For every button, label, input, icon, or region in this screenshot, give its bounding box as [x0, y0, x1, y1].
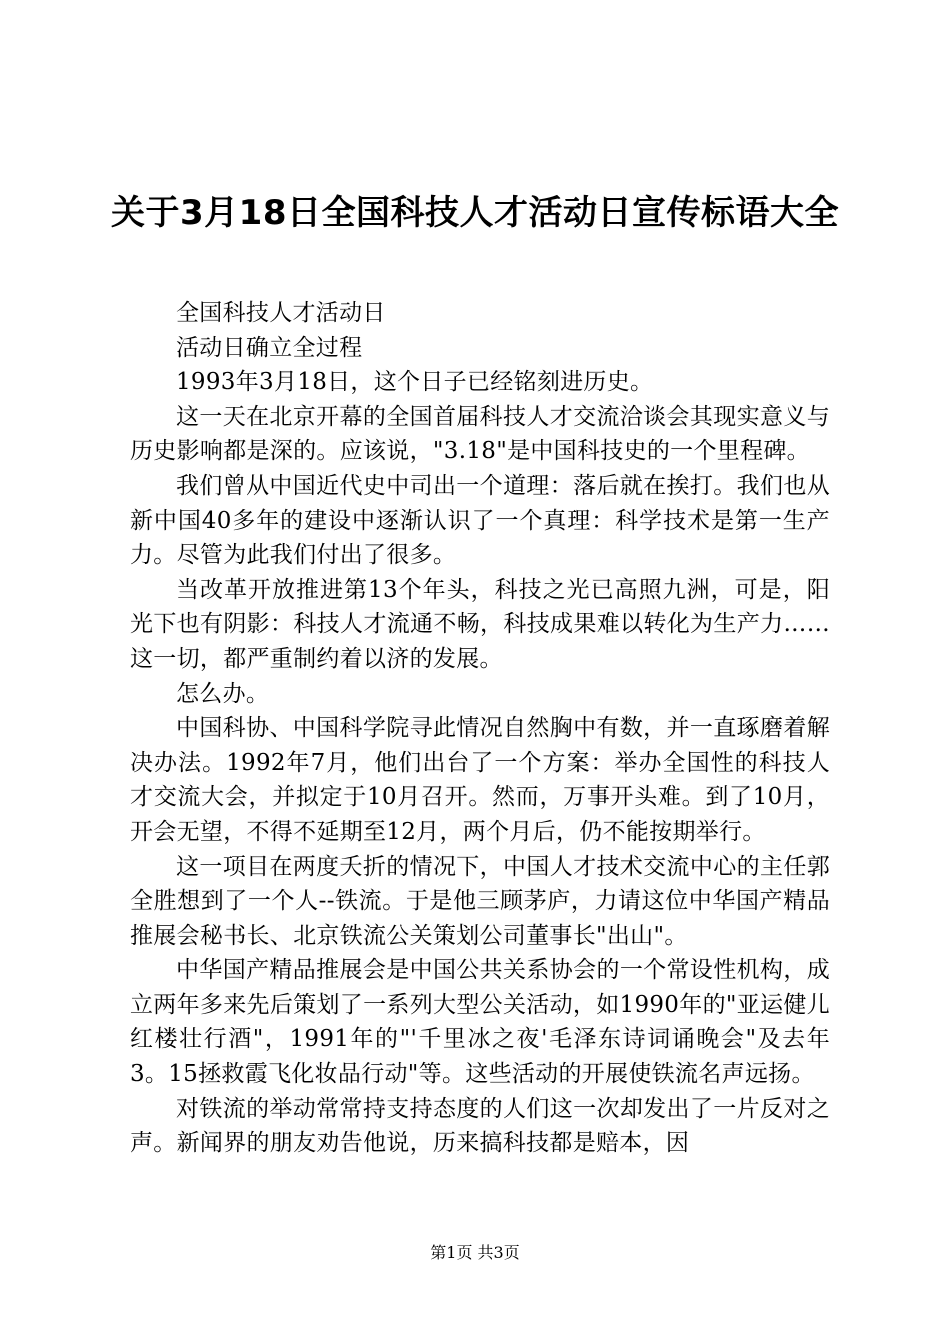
paragraph-11: 对铁流的举动常常持支持态度的人们这一次却发出了一片反对之声。新闻界的朋友劝告他说，历来搞科技都是赔本，因 [130, 1095, 830, 1157]
paragraph-3: 1993年3月18日，这个日子已经铭刻进历史。 [176, 369, 654, 396]
paragraph-7: 怎么办。 [176, 680, 270, 707]
paragraph-4: 这一天在北京开幕的全国首届科技人才交流洽谈会其现实意义与历史影响都是深的。应该说，"3.18"是中国科技史的一个里程碑。 [130, 403, 830, 465]
paragraph-1: 全国科技人才活动日 [176, 300, 386, 326]
paragraph-8: 中国科协、中国科学院寻此情况自然胸中有数，并一直琢磨着解决办法。1992年7月，他们出台了一个方案：举办全国性的科技人才交流大会，并拟定于10月召开。然而，万事开头难。到了10月，开会无望，不得不延期至12月，两个月后，仍不能按期举行。 [130, 715, 830, 845]
paragraph-6: 当改革开放推进第13个年头，科技之光已高照九洲，可是，阳光下也有阴影：科技人才流通不畅，科技成果难以转化为生产力……这一切，都严重制约着以济的发展。 [130, 576, 830, 672]
paragraph-2: 活动日确立全过程 [176, 334, 363, 361]
paragraph-10: 中华国产精品推展会是中国公共关系协会的一个常设性机构，成立两年多来先后策划了一系列大型公关活动，如1990年的"亚运健儿红楼壮行酒"，1991年的"'千里冰之夜'毛泽东诗词诵晚会"及去年3。15拯救霞飞化妆品行动"等。这些活动的开展使铁流名声远扬。 [130, 957, 830, 1088]
page-footer: 第1页 共3页 [430, 1243, 520, 1262]
paragraph-5: 我们曾从中国近代史中司出一个道理：落后就在挨打。我们也从新中国40多年的建设中逐渐认识了一个真理：科学技术是第一生产力。尽管为此我们付出了很多。 [130, 472, 830, 569]
paragraph-9: 这一项目在两度夭折的情况下，中国人才技术交流中心的主任郭全胜想到了一个人--铁流。于是他三顾茅庐，力请这位中华国产精品推展会秘书长、北京铁流公关策划公司董事长"出山"。 [130, 853, 830, 949]
document-body [130, 296, 830, 1161]
document-title: 关于3月18日全国科技人才活动日宣传标语大全 [111, 193, 839, 233]
